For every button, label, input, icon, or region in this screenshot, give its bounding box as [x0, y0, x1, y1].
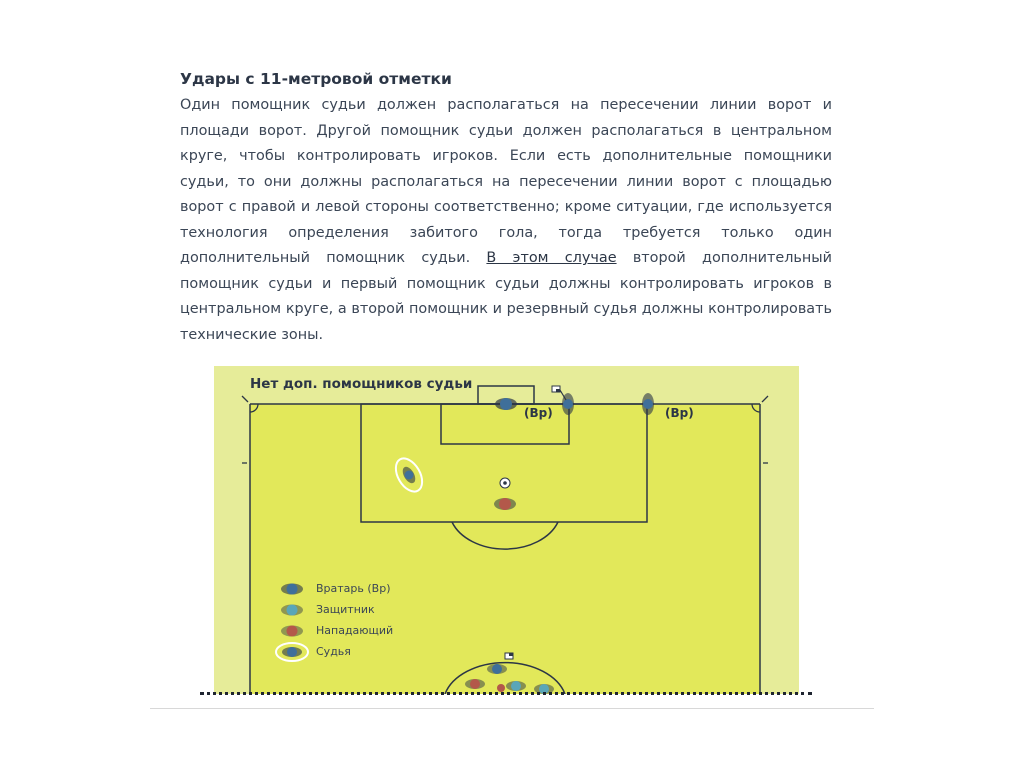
legend-attacker: Нападающий — [316, 624, 394, 637]
paragraph-part-1: Один помощник судьи должен располагаться на пересечении линии ворот и площади ворот. Другой помощник судьи должен располагаться в центральном круге, чтобы контролировать игроков. Если есть дополнительные помощники судьи, то они должны располагаться на пересечении линии ворот с площадью ворот с правой и левой стороны соответственно; кроме ситуации, где используется технология определения забитого гола, тогда требуется только один дополнительный помощник судьи. — [180, 97, 832, 266]
goalkeeper-figure — [495, 398, 517, 410]
goalkeeper-icon — [281, 584, 303, 595]
page-bottom-divider — [150, 708, 874, 709]
pitch-diagram — [214, 366, 799, 694]
diagram-title: Нет доп. помощников судьи — [250, 376, 473, 392]
dotted-separator — [200, 692, 812, 695]
goalkeeper-waiting — [642, 393, 654, 415]
defender-icon — [281, 605, 303, 616]
attacker-icon — [281, 626, 303, 637]
ball-icon — [500, 478, 510, 488]
legend-defender: Защитник — [316, 603, 375, 616]
section-heading: Удары с 11-метровой отметки — [180, 70, 452, 88]
section-paragraph — [180, 93, 832, 348]
text-section — [180, 68, 832, 348]
penalty-taker — [494, 498, 516, 510]
paragraph-part-2: второй дополнительный помощник судьи и первый помощник судьи должны контролировать игроков в центральном круге, а второй помощник и резервный судья должны контролировать технические зоны. — [180, 250, 833, 343]
pitch-svg — [214, 366, 799, 694]
legend-referee: Судья — [316, 645, 351, 658]
underlined-phrase: В этом случае — [486, 250, 617, 266]
legend-goalkeeper: Вратарь (Вр) — [316, 582, 391, 595]
goalkeeper-label: (Вр) — [524, 406, 553, 420]
goalkeeper-label-waiting: (Вр) — [665, 406, 694, 420]
